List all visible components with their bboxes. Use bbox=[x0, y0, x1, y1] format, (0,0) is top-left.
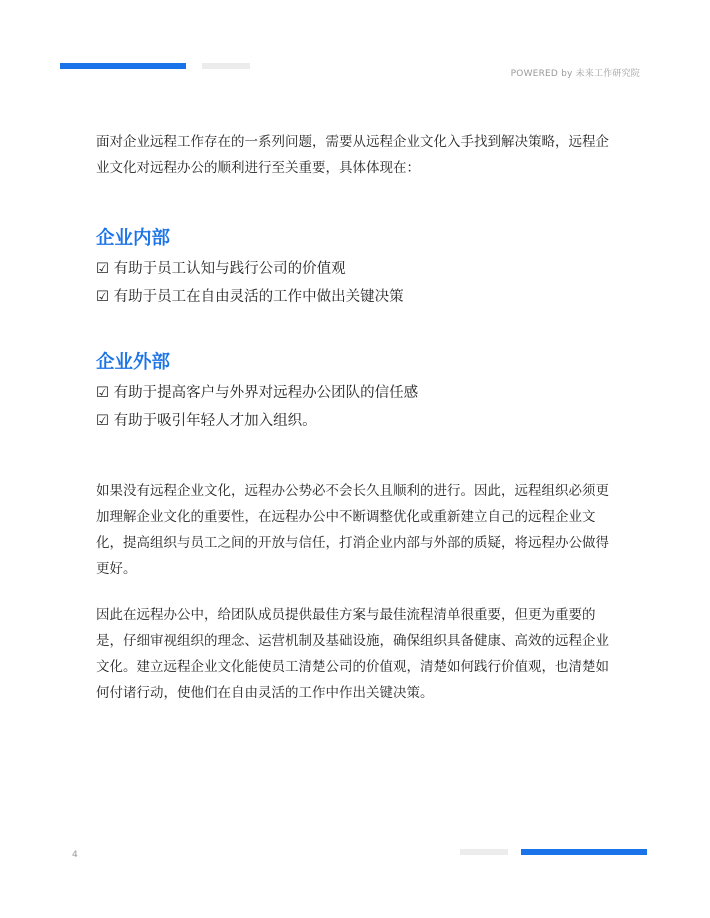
list-item: ☑ 有助于吸引年轻人才加入组织。 bbox=[96, 413, 317, 429]
body-paragraph-2: 因此在远程办公中，给团队成员提供最佳方案与最佳流程清单很重要，但更为重要的是，仔细审视组织的理念、运营机制及基础设施，确保组织具备健康、高效的远程企业文化。建立远程企业文化能使员工清楚公司的价值观，清楚如何践行价值观，也清楚如何付诸行动，使他们在自由灵活的工作中作出关键决策。 bbox=[96, 607, 609, 701]
list-item: ☑ 有助于提高客户与外界对远程办公团队的信任感 bbox=[96, 385, 419, 401]
intro-paragraph: 面对企业远程工作存在的一系列问题，需要从远程企业文化入手找到解决策略，远程企业文化对远程办公的顺利进行至关重要，具体体现在： bbox=[96, 134, 609, 176]
external-benefits-list bbox=[96, 379, 418, 435]
header-accent-bar bbox=[60, 63, 186, 69]
section-title-internal: 企业内部 bbox=[96, 228, 171, 249]
powered-by-label: POWERED by 未来工作研究院 bbox=[510, 69, 640, 79]
internal-benefits-list bbox=[96, 255, 404, 311]
body-paragraph-1: 如果没有远程企业文化，远程办公势必不会长久且顺利的进行。因此，远程组织必须更加理解企业文化的重要性，在远程办公中不断调整优化或重新建立自己的远程企业文化，提高组织与员工之间的开放与信任，打消企业内部与外部的质疑，将远程办公做得更好。 bbox=[96, 483, 609, 577]
footer-accent-bar bbox=[521, 849, 647, 855]
list-item: ☑ 有助于员工认知与践行公司的价值观 bbox=[96, 261, 346, 277]
footer-gray-bar bbox=[460, 849, 508, 855]
list-item: ☑ 有助于员工在自由灵活的工作中做出关键决策 bbox=[96, 289, 404, 305]
section-title-external: 企业外部 bbox=[96, 352, 171, 373]
page-number: 4 bbox=[72, 850, 78, 860]
header-gray-bar bbox=[202, 63, 250, 69]
